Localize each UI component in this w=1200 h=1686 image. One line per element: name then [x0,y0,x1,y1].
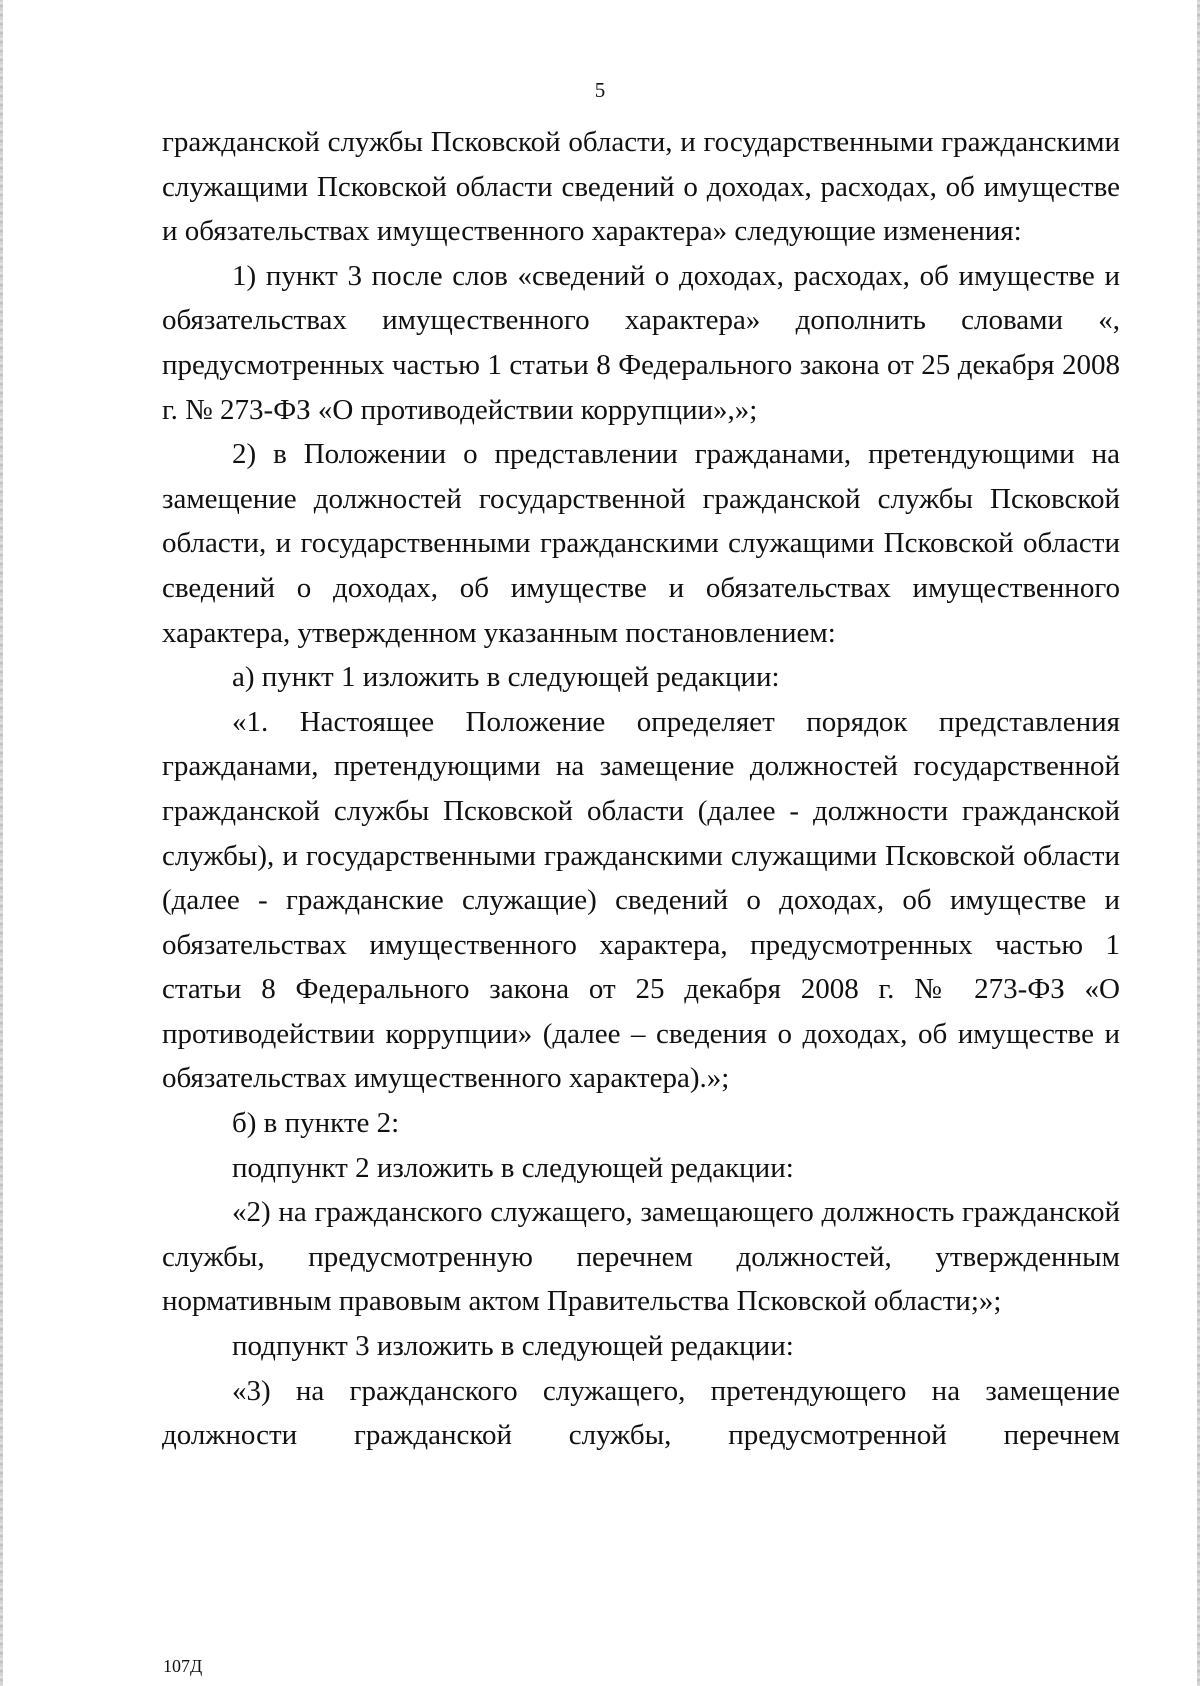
paragraph-subpoint-3-intro: подпункт 3 изложить в следующей редакции: [232,1330,794,1363]
paragraph-item-1: 1) пункт 3 после слов «сведений о доходах, расходах, об имуществе и обязательствах имущественного характера» дополнить словами «, предусмотренных частью 1 статьи 8 Федерального закона от 25 декабря 2008 г. № 273-ФЗ «О противодействии коррупции»,»; [162,259,1120,426]
paragraph-quoted-subpoint-3: «3) на гражданского служащего, претендующего на замещение должности гражданской службы, предусмотренной перечнем [162,1374,1120,1452]
paragraph-item-2: 2) в Положении о представлении гражданами, претендующими на замещение должностей государственной гражданской службы Псковской области, и государственными гражданскими служащими Псковской области сведений о доходах, об имуществе и обязательствах имущественного характера, утвержденном указанным постановлением: [162,438,1120,649]
paragraph-subpoint-2-intro: подпункт 2 изложить в следующей редакции: [232,1151,794,1184]
paragraph-subitem-a: а) пункт 1 изложить в следующей редакции: [232,661,780,694]
document-code: 107Д [163,1656,203,1676]
document-body [162,120,1120,1458]
paragraph-subitem-b: б) в пункте 2: [232,1107,400,1140]
paragraph-quoted-point-1: «1. Настоящее Положение определяет порядок представления гражданами, претендующими на замещение должностей государственной гражданской службы Псковской области (далее - должности гражданской службы), и государственными гражданскими служащими Псковской области (далее - гражданские служащие) сведений о доходах, об имуществе и обязательствах имущественного характера, предусмотренных частью 1 статьи 8 Федерального закона от 25 декабря 2008 г. № 273-ФЗ «О противодействии коррупции» (далее – сведения о доходах, об имуществе и обязательствах имущественного характера).»; [162,705,1120,1095]
paragraph-quoted-subpoint-2: «2) на гражданского служащего, замещающего должность гражданской службы, предусмотренную перечнем должностей, утвержденным нормативным правовым актом Правительства Псковской области;»; [162,1196,1120,1318]
scan-edge-left [0,0,3,1686]
page-number: 5 [594,78,606,102]
paragraph-continuation: гражданской службы Псковской области, и государственными гражданскими служащими Псковской области сведений о доходах, расходах, об имуществе и обязательствах имущественного характера» следующие изменения: [162,126,1120,248]
